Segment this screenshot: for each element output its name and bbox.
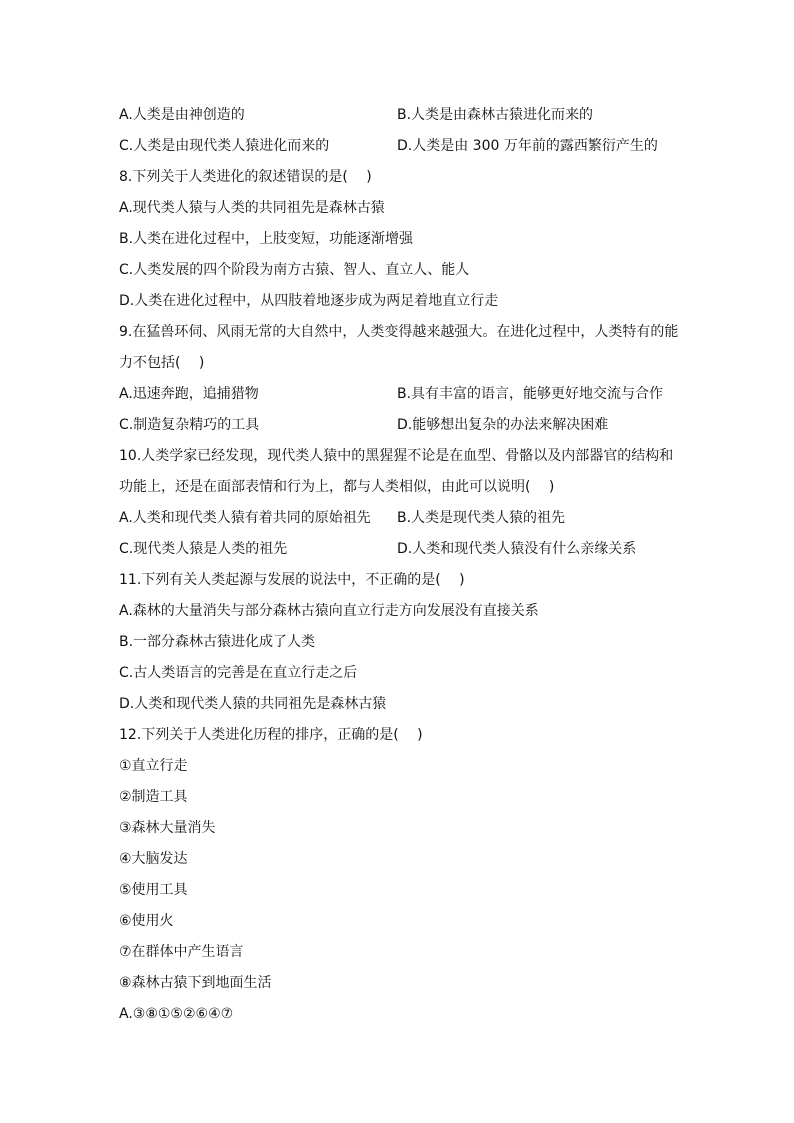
text-line: ③森林大量消失: [119, 820, 216, 836]
text-line: 8.下列关于人类进化的叙述错误的是( ): [119, 169, 372, 185]
text-line: A.现代类人猿与人类的共同祖先是森林古猿: [119, 200, 385, 216]
option-row: [119, 131, 679, 162]
text-line: A.森林的大量消失与部分森林古猿向直立行走方向发展没有直接关系: [119, 603, 539, 619]
text-line: 12.下列关于人类进化历程的排序，正确的是( ): [119, 727, 423, 743]
text-line: B.人类在进化过程中，上肢变短，功能逐渐增强: [119, 231, 414, 247]
option-row: [119, 379, 679, 410]
text-line: ④大脑发达: [119, 851, 188, 867]
text-line: ⑧森林古猿下到地面生活: [119, 975, 272, 991]
option-text: B.具有丰富的语言，能够更好地交流与合作: [397, 386, 664, 402]
text-line: 力不包括( ): [119, 355, 205, 371]
option-text: C.现代类人猿是人类的祖先: [119, 541, 288, 557]
text-line: ⑦在群体中产生语言: [119, 944, 244, 960]
option-text: D.人类是由 300 万年前的露西繁衍产生的: [397, 138, 658, 154]
text-line: D.人类和现代类人猿的共同祖先是森林古猿: [119, 696, 387, 712]
option-row: [119, 534, 679, 565]
option-text: A.人类和现代类人猿有着共同的原始祖先: [119, 510, 371, 526]
text-line: C.古人类语言的完善是在直立行走之后: [119, 665, 358, 681]
text-line: 10.人类学家已经发现，现代类人猿中的黑猩猩不论是在血型、骨骼以及内部器官的结构和: [119, 448, 674, 464]
option-text: D.能够想出复杂的办法来解决困难: [397, 417, 609, 433]
option-text: D.人类和现代类人猿没有什么亲缘关系: [397, 541, 637, 557]
text-line: C.人类发展的四个阶段为南方古猿、智人、直立人、能人: [119, 262, 470, 278]
text-line: ①直立行走: [119, 758, 188, 774]
option-text: A.迅速奔跑，追捕猎物: [119, 386, 259, 402]
text-line: 功能上，还是在面部表情和行为上，都与人类相似，由此可以说明( ): [119, 479, 555, 495]
text-line: 11.下列有关人类起源与发展的说法中，不正确的是( ): [119, 572, 465, 588]
option-row: [119, 100, 679, 131]
option-row: [119, 410, 679, 441]
option-text: A.人类是由神创造的: [119, 107, 245, 123]
text-line: B.一部分森林古猿进化成了人类: [119, 634, 316, 650]
document-page: [119, 100, 679, 1030]
option-text: B.人类是由森林古猿进化而来的: [397, 107, 594, 123]
text-line: D.人类在进化过程中，从四肢着地逐步成为两足着地直立行走: [119, 293, 499, 309]
option-text: C.制造复杂精巧的工具: [119, 417, 260, 433]
text-line: A.③⑧①⑤②⑥④⑦: [119, 1006, 234, 1022]
option-text: C.人类是由现代类人猿进化而来的: [119, 138, 330, 154]
option-text: B.人类是现代类人猿的祖先: [397, 510, 566, 526]
option-row: [119, 503, 679, 534]
text-line: ⑤使用工具: [119, 882, 188, 898]
text-line: ②制造工具: [119, 789, 188, 805]
text-line: 9.在猛兽环伺、风雨无常的大自然中，人类变得越来越强大。在进化过程中，人类特有的能: [119, 324, 679, 340]
text-line: ⑥使用火: [119, 913, 174, 929]
